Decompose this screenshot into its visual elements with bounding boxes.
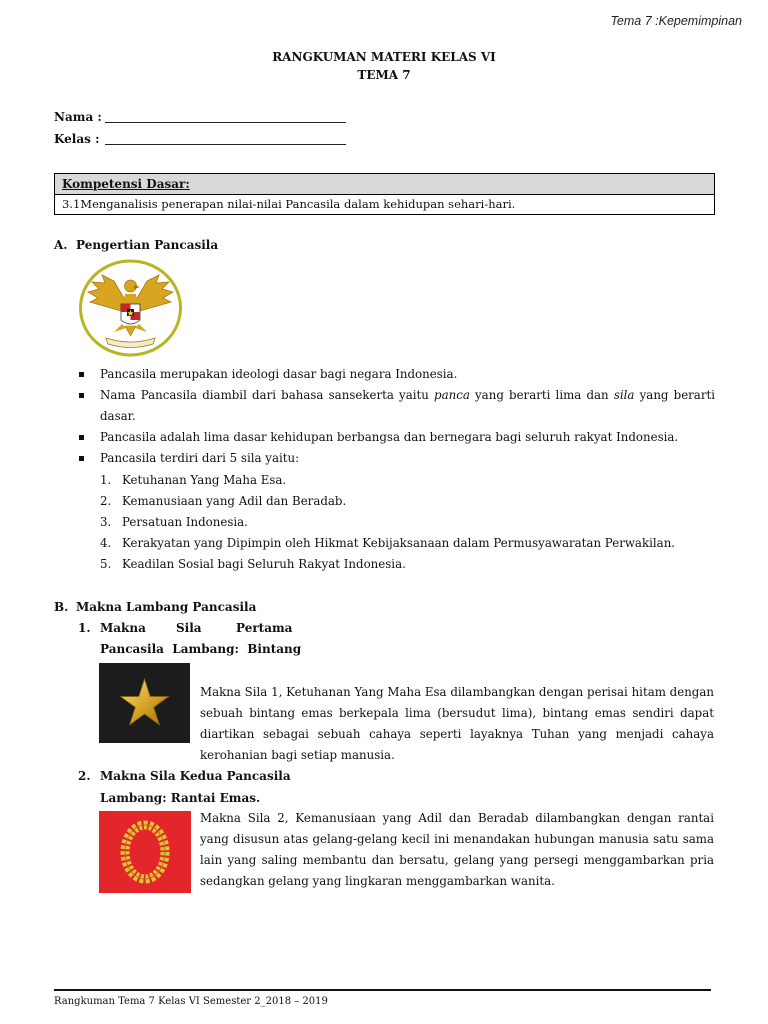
kompetensi-dasar-box: [54, 173, 715, 215]
chain-shield-icon: [99, 811, 191, 893]
nama-field-line[interactable]: [105, 122, 346, 123]
nama-label: Nama :: [54, 110, 102, 124]
footer-divider: [54, 989, 711, 991]
section-b-title: Makna Lambang Pancasila: [76, 600, 257, 614]
section-b-heading: [54, 600, 256, 614]
sila-list: [100, 470, 715, 575]
sila2-subheading: Lambang: Rantai Emas.: [100, 791, 261, 805]
sila1-heading-word: Makna: [100, 621, 146, 635]
sila1-heading-word: Sila: [176, 621, 202, 635]
sila1-subheading: Pancasila Lambang: Bintang: [100, 642, 302, 656]
kompetensi-dasar-text: 3.1Menganalisis penerapan nilai-nilai Pancasila dalam kehidupan sehari-hari.: [62, 197, 516, 211]
document-title: RANGKUMAN MATERI KELAS VI: [272, 50, 496, 64]
sila1-heading-word: Pertama: [236, 621, 293, 635]
section-a-letter: A.: [54, 238, 68, 252]
section-a-heading: [54, 238, 218, 252]
document-subtitle: TEMA 7: [357, 68, 411, 82]
kompetensi-dasar-heading: Kompetensi Dasar:: [55, 174, 714, 195]
list-item: 1. Ketuhanan Yang Maha Esa.: [100, 473, 287, 487]
star-shield-icon: [99, 663, 190, 743]
list-item: 2. Kemanusiaan yang Adil dan Beradab.: [100, 494, 347, 508]
section-b-letter: B.: [54, 600, 69, 614]
list-item: Pancasila terdiri dari 5 sila yaitu:: [78, 448, 715, 469]
kelas-field-line[interactable]: [105, 144, 346, 145]
list-item: 5. Keadilan Sosial bagi Seluruh Rakyat Indonesia.: [100, 557, 406, 571]
sila2-description: Makna Sila 2, Kemanusiaan yang Adil dan Beradab dilambangkan dengan rantai yang disusun atas gelang-gelang kecil ini menandakan hubungan manusia satu sama lain yang saling membantu dan bersatu, gelang yang persegi menggambarkan pria sedangkan gelang yang lingkaran menggambarkan wanita.: [200, 811, 714, 888]
section-a-title: Pengertian Pancasila: [76, 238, 219, 252]
list-item: Pancasila merupakan ideologi dasar bagi negara Indonesia.: [78, 364, 715, 385]
list-item: 4. Kerakyatan yang Dipimpin oleh Hikmat Kebijaksanaan dalam Permusyawaratan Perwakilan.: [100, 536, 676, 550]
page-header-theme: Tema 7 :Kepemimpinan: [610, 14, 742, 28]
list-item: Nama Pancasila diambil dari bahasa sansekerta yaitu panca yang berarti lima dan sila yang berarti dasar.: [78, 385, 715, 427]
page-footer: Rangkuman Tema 7 Kelas VI Semester 2_2018 – 2019: [54, 996, 328, 1007]
kelas-label: Kelas :: [54, 132, 100, 146]
sila2-number: 2.: [78, 769, 91, 783]
garuda-emblem-icon: [78, 258, 183, 358]
pengertian-bullet-list: [78, 364, 715, 469]
list-item: Pancasila adalah lima dasar kehidupan berbangsa dan bernegara bagi seluruh rakyat Indonesia.: [78, 427, 715, 448]
sila1-description: Makna Sila 1, Ketuhanan Yang Maha Esa dilambangkan dengan perisai hitam dengan sebuah bintang emas berkepala lima (bersudut lima), bintang emas sendiri dapat diartikan sebagai sebuah cahaya seperti layaknya Tuhan yang menjadi cahaya kerohanian bagi setiap manusia.: [200, 685, 714, 762]
list-item: 3. Persatuan Indonesia.: [100, 515, 248, 529]
sila2-heading: Makna Sila Kedua Pancasila: [100, 769, 291, 783]
sila1-number: 1.: [78, 621, 91, 635]
